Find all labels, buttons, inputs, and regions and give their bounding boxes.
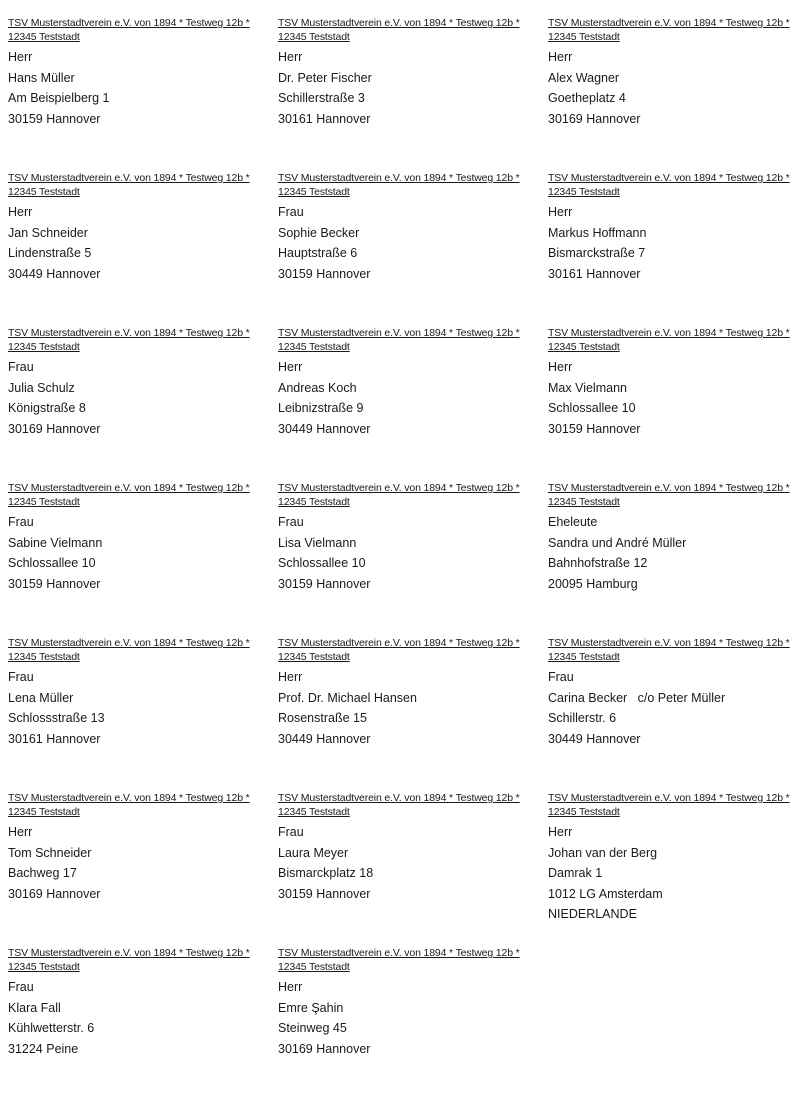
label-recipient-name: Carina Becker c/o Peter Müller [548, 690, 726, 705]
label-recipient-name: Emre Şahin [278, 1000, 344, 1015]
address-label [8, 326, 278, 481]
label-recipient-name: Johan van der Berg [548, 845, 658, 860]
address-label [8, 791, 278, 946]
address-label [548, 326, 808, 481]
label-recipient-name: Laura Meyer [278, 845, 349, 860]
label-salutation: Frau [548, 670, 574, 684]
label-postal-city: 30159 Hannover [8, 111, 101, 126]
label-postal-city: 30159 Hannover [278, 576, 371, 591]
label-postal-city: 30161 Hannover [278, 111, 371, 126]
sender-return-address: TSV Musterstadtverein e.V. von 1894 * Testweg 12b * 12345 Teststadt [278, 792, 520, 818]
address-label [548, 171, 808, 326]
sender-return-address: TSV Musterstadtverein e.V. von 1894 * Testweg 12b * 12345 Teststadt [548, 482, 790, 508]
sender-return-address: TSV Musterstadtverein e.V. von 1894 * Testweg 12b * 12345 Teststadt [278, 17, 520, 43]
sender-return-address: TSV Musterstadtverein e.V. von 1894 * Testweg 12b * 12345 Teststadt [278, 947, 520, 973]
sender-return-address: TSV Musterstadtverein e.V. von 1894 * Testweg 12b * 12345 Teststadt [8, 327, 250, 353]
address-label [278, 171, 548, 326]
sender-return-address: TSV Musterstadtverein e.V. von 1894 * Testweg 12b * 12345 Teststadt [278, 637, 520, 663]
label-salutation: Frau [278, 825, 304, 839]
label-recipient-name: Tom Schneider [8, 845, 92, 860]
label-street-address: Bismarckstraße 7 [548, 246, 646, 260]
label-recipient-name: Markus Hoffmann [548, 225, 647, 240]
label-street-address: Leibnizstraße 9 [278, 401, 364, 415]
sender-return-address: TSV Musterstadtverein e.V. von 1894 * Testweg 12b * 12345 Teststadt [278, 327, 520, 353]
label-postal-city: 30159 Hannover [548, 421, 641, 436]
address-label [278, 326, 548, 481]
label-salutation: Herr [278, 50, 303, 64]
sender-return-address: TSV Musterstadtverein e.V. von 1894 * Testweg 12b * 12345 Teststadt [278, 172, 520, 198]
label-recipient-name: Lisa Vielmann [278, 535, 357, 550]
label-street-address: Schillerstr. 6 [548, 711, 617, 725]
label-recipient-name: Jan Schneider [8, 225, 88, 240]
label-street-address: Rosenstraße 15 [278, 711, 367, 725]
address-label [548, 16, 808, 171]
label-salutation: Herr [548, 825, 573, 839]
label-salutation: Herr [548, 50, 573, 64]
label-recipient-name: Julia Schulz [8, 380, 75, 395]
label-postal-city: 30449 Hannover [548, 731, 641, 746]
address-label [278, 481, 548, 636]
label-street-address: Bismarckplatz 18 [278, 866, 374, 880]
label-postal-city: 30159 Hannover [278, 886, 371, 901]
label-postal-city: 30159 Hannover [8, 576, 101, 591]
label-recipient-name: Lena Müller [8, 690, 74, 705]
label-street-address: Hauptstraße 6 [278, 246, 358, 260]
label-postal-city: 30449 Hannover [278, 421, 371, 436]
address-label [8, 946, 278, 1101]
label-salutation: Herr [8, 205, 33, 219]
address-label [548, 791, 808, 946]
address-label [278, 16, 548, 171]
label-country: NIEDERLANDE [548, 907, 637, 921]
address-label [8, 481, 278, 636]
label-recipient-name: Hans Müller [8, 70, 75, 85]
label-salutation: Herr [8, 50, 33, 64]
label-salutation: Herr [278, 980, 303, 994]
label-street-address: Steinweg 45 [278, 1021, 347, 1035]
label-salutation: Herr [548, 360, 573, 374]
label-postal-city: 30169 Hannover [8, 421, 101, 436]
label-postal-city: 30169 Hannover [548, 111, 641, 126]
address-label [278, 791, 548, 946]
sender-return-address: TSV Musterstadtverein e.V. von 1894 * Testweg 12b * 12345 Teststadt [8, 637, 250, 663]
label-street-address: Schlossallee 10 [548, 401, 636, 415]
sender-return-address: TSV Musterstadtverein e.V. von 1894 * Testweg 12b * 12345 Teststadt [278, 482, 520, 508]
label-street-address: Lindenstraße 5 [8, 246, 92, 260]
sender-return-address: TSV Musterstadtverein e.V. von 1894 * Testweg 12b * 12345 Teststadt [8, 482, 250, 508]
label-salutation: Frau [278, 515, 304, 529]
label-postal-city: 30161 Hannover [548, 266, 641, 281]
sender-return-address: TSV Musterstadtverein e.V. von 1894 * Testweg 12b * 12345 Teststadt [8, 172, 250, 198]
label-street-address: Bachweg 17 [8, 866, 77, 880]
label-recipient-name: Prof. Dr. Michael Hansen [278, 690, 417, 705]
address-label [278, 946, 548, 1101]
label-salutation: Herr [8, 825, 33, 839]
address-label [548, 481, 808, 636]
label-salutation: Herr [278, 670, 303, 684]
label-street-address: Damrak 1 [548, 866, 603, 880]
address-label [278, 636, 548, 791]
label-street-address: Kühlwetterstr. 6 [8, 1021, 95, 1035]
label-postal-city: 30449 Hannover [8, 266, 101, 281]
label-salutation: Frau [278, 205, 304, 219]
address-label-sheet [8, 16, 808, 1101]
address-label [8, 16, 278, 171]
sender-return-address: TSV Musterstadtverein e.V. von 1894 * Testweg 12b * 12345 Teststadt [548, 172, 790, 198]
sender-return-address: TSV Musterstadtverein e.V. von 1894 * Testweg 12b * 12345 Teststadt [8, 792, 250, 818]
label-salutation: Frau [8, 980, 34, 994]
label-recipient-name: Dr. Peter Fischer [278, 70, 372, 85]
label-street-address: Schlossallee 10 [278, 556, 366, 570]
label-salutation: Herr [548, 205, 573, 219]
label-salutation: Frau [8, 670, 34, 684]
label-street-address: Schlossstraße 13 [8, 711, 105, 725]
label-postal-city: 30449 Hannover [278, 731, 371, 746]
sender-return-address: TSV Musterstadtverein e.V. von 1894 * Testweg 12b * 12345 Teststadt [548, 792, 790, 818]
sender-return-address: TSV Musterstadtverein e.V. von 1894 * Testweg 12b * 12345 Teststadt [548, 17, 790, 43]
label-recipient-name: Alex Wagner [548, 70, 620, 85]
label-postal-city: 31224 Peine [8, 1041, 79, 1056]
label-street-address: Schillerstraße 3 [278, 91, 365, 105]
label-postal-city: 30169 Hannover [278, 1041, 371, 1056]
label-salutation: Eheleute [548, 515, 598, 529]
label-recipient-name: Klara Fall [8, 1000, 61, 1015]
sender-return-address: TSV Musterstadtverein e.V. von 1894 * Testweg 12b * 12345 Teststadt [8, 947, 250, 973]
label-salutation: Herr [278, 360, 303, 374]
address-label [548, 636, 808, 791]
label-postal-city: 30159 Hannover [278, 266, 371, 281]
label-recipient-name: Sandra und André Müller [548, 535, 687, 550]
label-postal-city: 30161 Hannover [8, 731, 101, 746]
sender-return-address: TSV Musterstadtverein e.V. von 1894 * Testweg 12b * 12345 Teststadt [548, 327, 790, 353]
label-street-address: Königstraße 8 [8, 401, 86, 415]
label-postal-city: 1012 LG Amsterdam [548, 886, 663, 901]
label-recipient-name: Sophie Becker [278, 225, 360, 240]
label-street-address: Goetheplatz 4 [548, 91, 626, 105]
label-recipient-name: Max Vielmann [548, 380, 627, 395]
label-street-address: Am Beispielberg 1 [8, 91, 110, 105]
label-postal-city: 20095 Hamburg [548, 576, 638, 591]
sender-return-address: TSV Musterstadtverein e.V. von 1894 * Testweg 12b * 12345 Teststadt [8, 17, 250, 43]
label-street-address: Schlossallee 10 [8, 556, 96, 570]
label-recipient-name: Sabine Vielmann [8, 535, 103, 550]
address-label [8, 171, 278, 326]
address-label [8, 636, 278, 791]
label-postal-city: 30169 Hannover [8, 886, 101, 901]
label-salutation: Frau [8, 515, 34, 529]
sender-return-address: TSV Musterstadtverein e.V. von 1894 * Testweg 12b * 12345 Teststadt [548, 637, 790, 663]
label-street-address: Bahnhofstraße 12 [548, 556, 648, 570]
label-salutation: Frau [8, 360, 34, 374]
label-recipient-name: Andreas Koch [278, 380, 357, 395]
